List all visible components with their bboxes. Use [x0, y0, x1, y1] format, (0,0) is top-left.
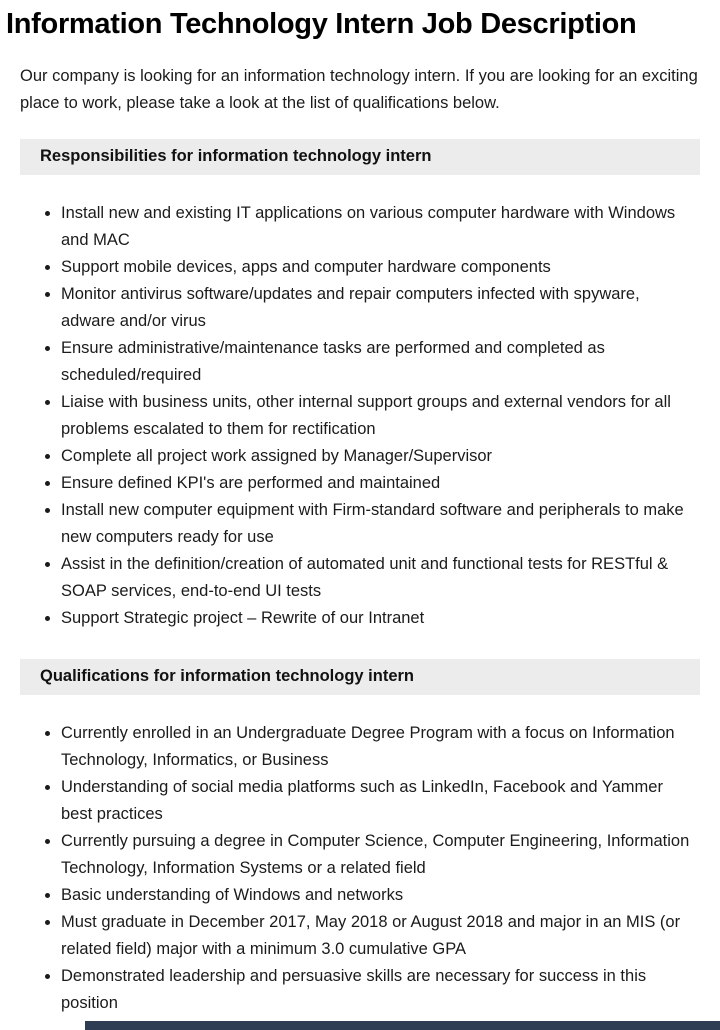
responsibilities-list — [20, 200, 700, 632]
list-item: • Support mobile devices, apps and computer hardware components — [61, 254, 700, 281]
intro-paragraph: Our company is looking for an information technology intern. If you are looking for an exciting place to work, please take a look at the list of qualifications below. — [20, 67, 698, 112]
footer-bar — [85, 1021, 720, 1030]
list-item: • Currently enrolled in an Undergraduate Degree Program with a focus on Information Technology, Informatics, or Business — [61, 720, 700, 774]
list-item: • Must graduate in December 2017, May 2018 or August 2018 and major in an MIS (or related field) major with a minimum 3.0 cumulative GPA — [61, 909, 700, 963]
list-item: • Basic understanding of Windows and networks — [61, 882, 700, 909]
list-item: • Install new computer equipment with Firm-standard software and peripherals to make new computers ready for use — [61, 497, 700, 551]
section-heading-qualifications — [20, 659, 700, 695]
list-item: • Demonstrated leadership and persuasive skills are necessary for success in this position — [61, 963, 700, 1017]
page-title: Information Technology Intern Job Description — [6, 8, 637, 40]
list-item: • Understanding of social media platforms such as LinkedIn, Facebook and Yammer best practices — [61, 774, 700, 828]
list-item: • Ensure administrative/maintenance tasks are performed and completed as scheduled/required — [61, 335, 700, 389]
section-heading-responsibilities — [20, 139, 700, 175]
list-item: • Complete all project work assigned by Manager/Supervisor — [61, 443, 700, 470]
list-item: • Assist in the definition/creation of automated unit and functional tests for RESTful & SOAP services, end-to-end UI tests — [61, 551, 700, 605]
list-item: • Liaise with business units, other internal support groups and external vendors for all problems escalated to them for rectification — [61, 389, 700, 443]
list-item: • Support Strategic project – Rewrite of our Intranet — [61, 605, 700, 632]
list-item: • Install new and existing IT applications on various computer hardware with Windows and MAC — [61, 200, 700, 254]
list-item: • Currently pursuing a degree in Computer Science, Computer Engineering, Information Technology, Information Systems or a related field — [61, 828, 700, 882]
section-heading-text: Responsibilities for information technology intern — [40, 147, 432, 165]
qualifications-list — [20, 720, 700, 1017]
list-item: • Ensure defined KPI's are performed and maintained — [61, 470, 700, 497]
list-item: • Monitor antivirus software/updates and repair computers infected with spyware, adware and/or virus — [61, 281, 700, 335]
section-heading-text: Qualifications for information technology intern — [40, 667, 415, 685]
